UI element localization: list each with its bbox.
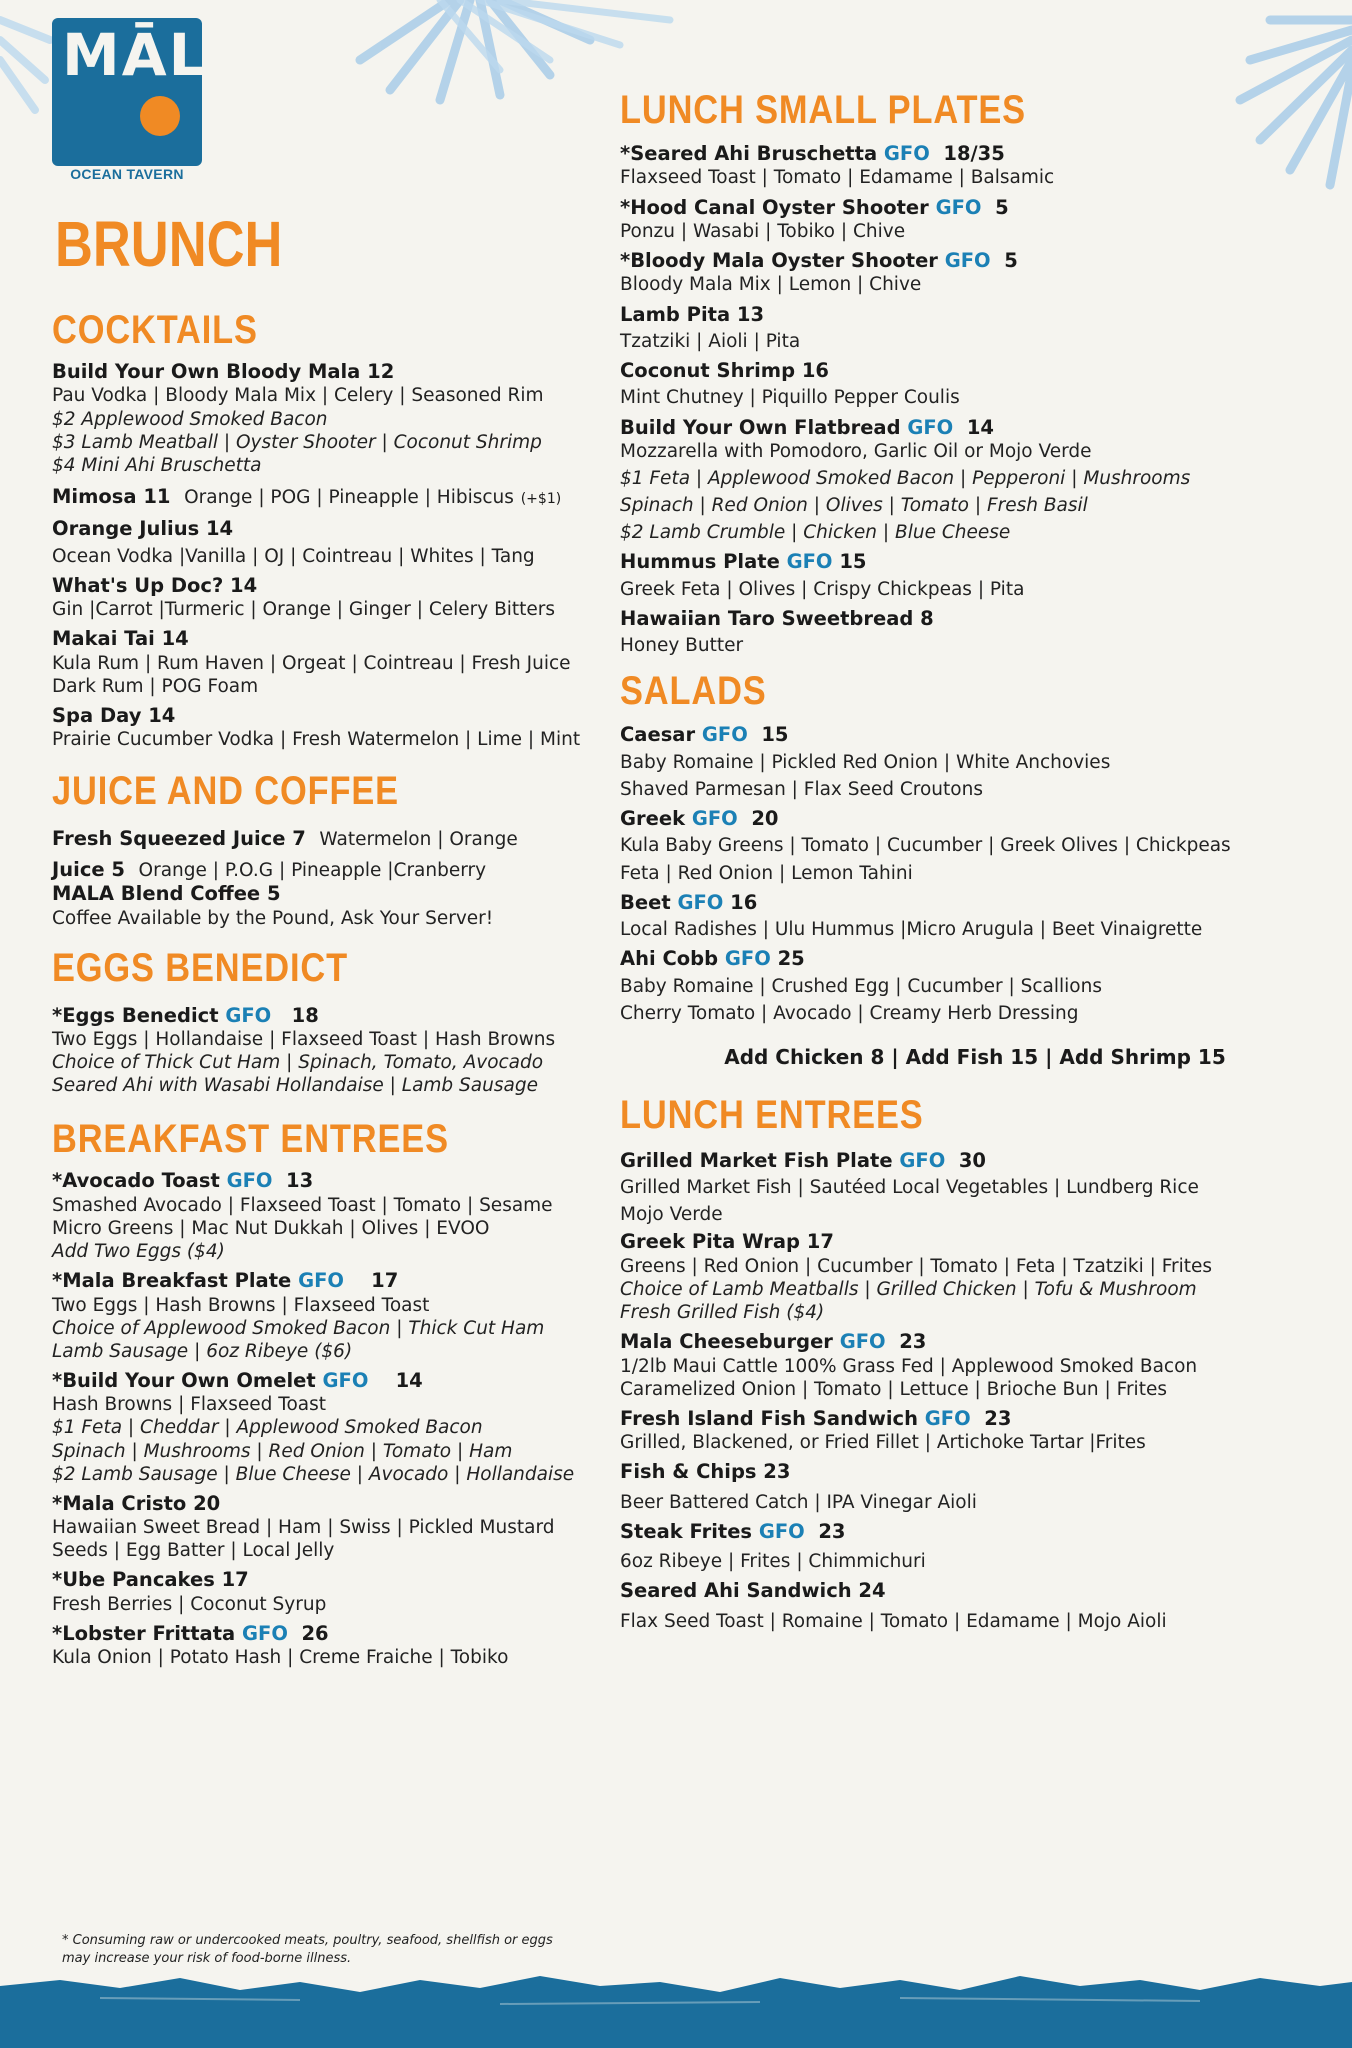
section-heading-juice: JUICE AND COFFEE — [52, 769, 399, 814]
menu-item-name: *Bloody Mala Oyster Shooter — [620, 249, 938, 272]
menu-item-desc: Prairie Cucumber Vodka | Fresh Watermelon | Lime | Mint — [52, 729, 581, 751]
menu-item-name: Fresh Squeezed Juice 7 — [52, 827, 306, 851]
menu-item-price: 23 — [818, 1519, 846, 1543]
palm-leaf-decoration — [0, 0, 60, 120]
menu-item-name: Build Your Own Flatbread — [620, 415, 901, 439]
menu-item-bruschetta — [620, 142, 1330, 166]
menu-item-desc: Choice of Lamb Meatballs | Grilled Chicken | Tofu & Mushroom — [620, 1278, 1197, 1300]
gfo-tag: GFO — [701, 723, 748, 747]
gfo-tag: GFO — [677, 890, 724, 914]
menu-item-name: Beet — [620, 890, 671, 914]
menu-item-desc: Local Radishes | Ulu Hummus |Micro Arugula | Beet Vinaigrette — [620, 919, 1203, 940]
menu-item-desc: Choice of Applewood Smoked Bacon | Thick Cut Ham — [52, 1317, 545, 1339]
salad-addons: Add Chicken 8 | Add Fish 15 | Add Shrimp 15 — [724, 1044, 1226, 1069]
palm-leaf-decoration — [300, 0, 600, 110]
menu-item-desc: Beer Battered Catch | IPA Vinegar Aioli — [620, 1491, 977, 1513]
menu-item-name: Ahi Cobb — [620, 947, 719, 971]
menu-item-fish-sandwich — [620, 1407, 1330, 1431]
menu-item-desc: Feta | Red Onion | Lemon Tahini — [620, 862, 913, 884]
menu-item-addon: $1 Feta | Applewood Smoked Bacon | Pepperoni | Mushrooms — [620, 468, 1191, 489]
menu-item-name: Greek Pita Wrap 17 — [620, 1230, 834, 1254]
menu-item-benedict — [52, 1004, 612, 1028]
menu-item-addon: Spinach | Red Onion | Olives | Tomato | Fresh Basil — [620, 495, 1088, 517]
menu-item-desc: Baby Romaine | Crushed Egg | Cucumber | Scallions — [620, 975, 1102, 997]
section-heading-breakfast: BREAKFAST ENTREES — [52, 1117, 449, 1162]
menu-item-price: 23 — [984, 1406, 1012, 1430]
menu-item-desc: Micro Greens | Mac Nut Dukkah | Olives | EVOO — [52, 1217, 490, 1239]
menu-item-desc: 1/2lb Maui Cattle 100% Grass Fed | Applewood Smoked Bacon — [620, 1355, 1198, 1377]
gfo-tag: GFO — [907, 415, 954, 439]
menu-item-desc: Tzatziki | Aioli | Pita — [620, 330, 801, 352]
menu-item-desc: Kula Onion | Potato Hash | Creme Fraiche | Tobiko — [52, 1647, 509, 1669]
menu-item-desc: Add Two Eggs ($4) — [52, 1241, 225, 1262]
menu-item-addon: $2 Lamb Sausage | Blue Cheese | Avocado | Hollandaise — [52, 1463, 575, 1485]
menu-item-breakfast-plate — [52, 1269, 612, 1293]
menu-item-addon: $2 Applewood Smoked Bacon — [52, 408, 328, 430]
logo-subtitle: OCEAN TAVERN — [70, 166, 184, 182]
menu-item-name: *Build Your Own Omelet — [52, 1368, 316, 1392]
menu-item-extra: (+$1) — [520, 490, 562, 507]
menu-item-name: Juice 5 — [52, 857, 125, 881]
menu-item-ahi-cobb — [620, 947, 1330, 971]
menu-item-juice — [52, 858, 612, 882]
menu-item-desc: Two Eggs | Hash Browns | Flaxseed Toast — [52, 1294, 430, 1316]
gfo-tag: GFO — [944, 249, 991, 272]
menu-item-desc: Lamb Sausage | 6oz Ribeye ($6) — [52, 1340, 353, 1362]
gfo-tag: GFO — [935, 195, 982, 219]
menu-item-name: Caesar — [620, 723, 696, 747]
menu-item-beet — [620, 891, 1330, 915]
menu-item-cheeseburger — [620, 1330, 1330, 1354]
menu-item-desc: Greek Feta | Olives | Crispy Chickpeas | Pita — [620, 578, 1025, 600]
menu-item-desc: Pau Vodka | Bloody Mala Mix | Celery | Seasoned Rim — [52, 385, 544, 407]
gfo-tag: GFO — [242, 1621, 288, 1645]
menu-item-price: 13 — [286, 1169, 314, 1193]
menu-item-name: *Lobster Frittata — [52, 1621, 236, 1645]
page-title: BRUNCH — [55, 208, 283, 280]
menu-item-name: MALA Blend Coffee 5 — [52, 882, 281, 906]
menu-item-desc: Seared Ahi with Wasabi Hollandaise | Lamb Sausage — [52, 1075, 538, 1097]
menu-item-price: 20 — [751, 807, 779, 830]
menu-item-fish-plate — [620, 1149, 1330, 1173]
menu-item-avocado — [52, 1169, 612, 1193]
menu-item-mimosa — [52, 485, 612, 509]
menu-item-desc: Flax Seed Toast | Romaine | Tomato | Edamame | Mojo Aioli — [620, 1610, 1167, 1632]
menu-item-frittata — [52, 1622, 612, 1646]
menu-item-omelet — [52, 1369, 612, 1393]
gfo-tag: GFO — [786, 550, 833, 574]
footnote-line: * Consuming raw or undercooked meats, poultry, seafood, shellfish or eggs — [62, 1933, 553, 1948]
gfo-tag: GFO — [883, 142, 930, 165]
menu-item-price: 5 — [1004, 249, 1018, 272]
menu-item-price: 5 — [995, 195, 1009, 219]
menu-item-addon: $2 Lamb Crumble | Chicken | Blue Cheese — [620, 522, 1011, 544]
menu-item-desc: Gin |Carrot |Turmeric | Orange | Ginger | Celery Bitters — [52, 599, 556, 621]
menu-item-desc: Hawaiian Sweet Bread | Ham | Swiss | Pickled Mustard — [52, 1517, 555, 1539]
menu-item-price: 16 — [730, 890, 758, 914]
menu-item-name: *Eggs Benedict — [52, 1003, 219, 1027]
menu-item-bloody-oyster — [620, 249, 1330, 273]
menu-item-price: 18/35 — [943, 142, 1005, 165]
right-column — [620, 90, 1330, 1633]
menu-item-greek — [620, 807, 1330, 831]
menu-item-desc: Mint Chutney | Piquillo Pepper Coulis — [620, 387, 960, 409]
menu-item-hood-canal — [620, 196, 1330, 220]
menu-item-price: 14 — [966, 415, 994, 439]
menu-item-desc: Ocean Vodka |Vanilla | OJ | Cointreau | Whites | Tang — [52, 545, 535, 567]
gfo-tag: GFO — [322, 1368, 369, 1392]
menu-item-desc: Mojo Verde — [620, 1204, 723, 1226]
menu-item-desc: Honey Butter — [620, 635, 744, 657]
menu-item-desc: Watermelon | Orange — [319, 829, 518, 851]
menu-item-desc: Coffee Available by the Pound, Ask Your Server! — [52, 907, 494, 929]
menu-item-name: Spa Day 14 — [52, 703, 176, 727]
menu-item-name: Fish & Chips 23 — [620, 1460, 791, 1484]
palm-leaf-decoration — [420, 0, 680, 80]
menu-item-name: Steak Frites — [620, 1519, 753, 1543]
menu-item-name: Lamb Pita 13 — [620, 302, 765, 326]
menu-item-name: *Mala Breakfast Plate — [52, 1269, 292, 1293]
menu-item-name: *Hood Canal Oyster Shooter — [620, 195, 929, 219]
menu-item-desc: Greens | Red Onion | Cucumber | Tomato | Feta | Tzatziki | Frites — [620, 1255, 1213, 1277]
menu-item-price: 26 — [301, 1621, 329, 1645]
menu-item-desc: Mozzarella with Pomodoro, Garlic Oil or Mojo Verde — [620, 440, 1092, 462]
menu-item-name: Makai Tai 14 — [52, 627, 189, 651]
menu-item-caesar — [620, 723, 1330, 747]
menu-item-name: Greek — [620, 807, 686, 830]
section-heading-lunch-entrees: LUNCH ENTREES — [620, 1092, 924, 1137]
menu-item-fresh-juice — [52, 827, 612, 851]
menu-item-desc: Seeds | Egg Batter | Local Jelly — [52, 1540, 335, 1562]
menu-item-price: 23 — [899, 1330, 927, 1354]
menu-item-name: Orange Julius 14 — [52, 517, 234, 541]
gfo-tag: GFO — [226, 1169, 273, 1193]
menu-item-hummus — [620, 550, 1330, 574]
mala-logo — [52, 18, 255, 182]
section-heading-salads: SALADS — [620, 669, 767, 714]
menu-item-name: Grilled Market Fish Plate — [620, 1148, 893, 1172]
menu-item-price: 30 — [958, 1148, 986, 1172]
menu-item-name: *Ube Pancakes 17 — [52, 1568, 249, 1592]
gfo-tag: GFO — [225, 1003, 272, 1027]
menu-item-addon: $3 Lamb Meatball | Oyster Shooter | Coconut Shrimp — [52, 431, 542, 453]
menu-item-desc: Orange | POG | Pineapple | Hibiscus — [184, 486, 514, 508]
menu-item-name: Coconut Shrimp 16 — [620, 359, 829, 382]
footnote-line: may increase your risk of food-borne illness. — [62, 1950, 352, 1966]
menu-item-desc: Hash Browns | Flaxseed Toast — [52, 1394, 326, 1416]
menu-item-desc: Cherry Tomato | Avocado | Creamy Herb Dressing — [620, 1002, 1079, 1024]
menu-item-addon: $4 Mini Ahi Bruschetta — [52, 454, 262, 476]
menu-item-price: 14 — [395, 1368, 423, 1392]
menu-item-name: *Avocado Toast — [52, 1169, 220, 1193]
menu-item-price: 25 — [777, 947, 805, 971]
menu-item-name: Build Your Own Bloody Mala 12 — [52, 360, 395, 383]
footnote — [62, 1932, 553, 1967]
gfo-tag: GFO — [298, 1269, 344, 1293]
menu-item-desc: Shaved Parmesan | Flax Seed Croutons — [620, 778, 983, 800]
menu-item-name: Hawaiian Taro Sweetbread 8 — [620, 606, 934, 630]
menu-item-desc: Kula Rum | Rum Haven | Orgeat | Cointreau | Fresh Juice — [52, 652, 571, 674]
section-heading-lunch-small-plates: LUNCH SMALL PLATES — [620, 88, 1026, 132]
menu-item-steak-frites — [620, 1520, 1330, 1544]
menu-item-desc: Kula Baby Greens | Tomato | Cucumber | Greek Olives | Chickpeas — [620, 835, 1231, 857]
section-heading-cocktails: COCKTAILS — [52, 308, 258, 352]
gfo-tag: GFO — [691, 807, 738, 830]
menu-item-flatbread — [620, 416, 1330, 440]
menu-item-name: *Seared Ahi Bruschetta — [620, 142, 878, 165]
menu-item-name: What's Up Doc? 14 — [52, 573, 258, 597]
menu-item-desc: Baby Romaine | Pickled Red Onion | White Anchovies — [620, 751, 1111, 773]
menu-item-name: Mimosa 11 — [52, 484, 171, 508]
menu-item-addon: $1 Feta | Cheddar | Applewood Smoked Bacon — [52, 1417, 483, 1439]
left-column — [52, 310, 612, 1669]
menu-item-desc: Orange | P.O.G | Pineapple |Cranberry — [138, 859, 487, 881]
gfo-tag: GFO — [758, 1519, 805, 1543]
sun-icon — [140, 96, 180, 136]
menu-item-price: 15 — [761, 723, 789, 747]
menu-item-desc: Grilled, Blackened, or Fried Fillet | Artichoke Tartar |Frites — [620, 1432, 1146, 1454]
menu-item-desc: Fresh Grilled Fish ($4) — [620, 1302, 825, 1323]
section-heading-eggs: EGGS BENEDICT — [52, 945, 348, 990]
menu-item-desc: Bloody Mala Mix | Lemon | Chive — [620, 274, 922, 296]
logo-wordmark: MĀLA — [62, 21, 255, 89]
menu-item-desc: Smashed Avocado | Flaxseed Toast | Tomato | Sesame — [52, 1194, 553, 1216]
ocean-wave-decoration — [0, 1968, 1352, 2048]
menu-item-name: *Mala Cristo 20 — [52, 1491, 221, 1515]
menu-item-desc: Dark Rum | POG Foam — [52, 675, 259, 697]
menu-item-desc: Ponzu | Wasabi | Tobiko | Chive — [620, 220, 906, 242]
gfo-tag: GFO — [924, 1406, 971, 1430]
menu-item-desc: Caramelized Onion | Tomato | Lettuce | Brioche Bun | Frites — [620, 1378, 1167, 1400]
menu-item-name: Fresh Island Fish Sandwich — [620, 1406, 918, 1430]
gfo-tag: GFO — [899, 1148, 946, 1172]
menu-item-desc: Fresh Berries | Coconut Syrup — [52, 1593, 327, 1615]
menu-item-price: 18 — [291, 1003, 319, 1027]
menu-item-desc: Flaxseed Toast | Tomato | Edamame | Balsamic — [620, 167, 1055, 189]
gfo-tag: GFO — [724, 947, 771, 971]
menu-item-desc: Choice of Thick Cut Ham | Spinach, Tomato, Avocado — [52, 1052, 544, 1074]
menu-item-desc: Two Eggs | Hollandaise | Flaxseed Toast | Hash Browns — [52, 1029, 556, 1050]
menu-item-desc: 6oz Ribeye | Frites | Chimmichuri — [620, 1551, 926, 1573]
menu-item-name: Mala Cheeseburger — [620, 1330, 833, 1354]
menu-item-price: 17 — [371, 1269, 399, 1293]
menu-item-addon: Spinach | Mushrooms | Red Onion | Tomato | Ham — [52, 1440, 513, 1462]
gfo-tag: GFO — [839, 1330, 886, 1354]
menu-item-name: Seared Ahi Sandwich 24 — [620, 1579, 886, 1603]
menu-item-price: 15 — [839, 550, 867, 574]
menu-item-name: Hummus Plate — [620, 550, 780, 574]
menu-item-desc: Grilled Market Fish | Sautéed Local Vegetables | Lundberg Rice — [620, 1177, 1199, 1199]
